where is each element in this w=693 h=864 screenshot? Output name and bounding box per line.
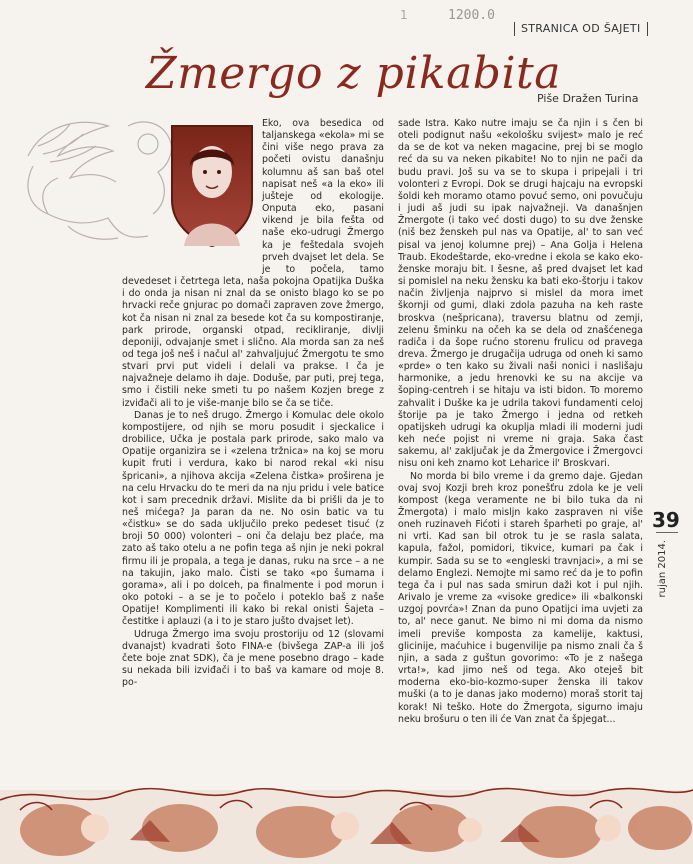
pencil-mark-price: 1200.0 (448, 8, 495, 23)
article-author: Piše Dražen Turina (537, 92, 639, 105)
paragraph: Udruga Žmergo ima svoju prostoriju od 12 (slovami dvanajst) kvadrati šoto FINA-e (bivšega ZAP-a ili još čete boje znat SDK), ča je mene posebno drago – kade su nekada bili izviđači i to baš va kamare od moje 8. po- (122, 628, 384, 689)
image-wrap-space (122, 118, 262, 268)
article-title: Žmergo z pikabita (146, 48, 561, 99)
pencil-mark-left: 1 (400, 8, 408, 22)
paragraph: No morda bi bilo vreme i da gremo daje. Gjedan ovaj svoj Kozji breh kroz ponešťru zdola ke je veli kompost (kega veramente ne bi bilo tuka da ni Žmergota) i malo misljn kako zaspraven ni više oneh ruzinaveh Fićoti i stareh šparheti po graje, al' ni vrti. Kad san bil otrok tu je se rasla salata, kapula, fažol, pomidori, tikvice, kumari pa čak i kumpir. Sada su se to «engleski travnjaci», a mi se delamo Englezi. Nemojte mi samo reć da je to pofin tega ča i pul nas sada smirun daži kot i pul njih. Arivalo je vreme za «visoke gredice» ili «balkonski uzgoj povrća»! Znan da puno Opatijci ima uvjeti za to, al' nece ganut. Ne bimo ni mi doma da nismo imeli previše komposta za kamelije, kaktusi, glicinije, maćuhice i bugenvilije pa nismo znali ča š njin, a sada z guštun govorimo: «To je z našega vrta!», kad jimo neš od tega. Ako oteješ bit moderna eko-bio-kozmo-super ženska ili takov muški (a to je danas jako moderno) moraš storit taj korak! Ni teško. Hote do Žmergota, sigurno imaju neku brošuru o ten ili će Van znat ča špjegat... (398, 470, 643, 725)
header-divider (514, 22, 515, 36)
cherub-ornament-band (0, 770, 693, 864)
paragraph: sade Istra. Kako nutre imaju se ča njin i s čen bi oteli podignut našu «ekološku svijest» malo je reć da se de kot va neken magacine, prej bi se moglo reć da su va neken pikabite! No to njin ne pači da budu pravi. Još su va se to skupa i pripejali i tri volonteri z Evropi. Dok se drugi hajcaju na evropski šoldi keh moramo otamo povuć semo, oni povučuju i judi aš judi su ipak najvažneji. Va današnjen Žmergote (i tako već dosti dugo) to su dve ženske (niš bez ženskeh pul nas va Opatije, al' to san već pisal va jenoj kolumne prej) – Ana Golja i Helena Traub. Ekodeštarde, eko-vredne i ekola se kako eko-ženske moraju bit. I šesne, aš pred dvajset let kad si pomislel na neku žensku ka bati eko-štorju i takov način življenja najprvo si mislel da mora imet škornji od gumi, dlaki zdola pazuha na keh raste broskva (nešpricana), traversu blatnu od zemji, zelenu šminku na očeh ka se dela od znašćenega radiča i da šope rućno storenu frulicu od pravega dreva. Žmergo je drugačija udruga od oneh ki samo «prde» o ten kako su živali naši nonici i naslišaju harmonike, a jedu hrenovki ke su na akcije va šoping-centreh i se hitaju va isti bidon. To moremo zahvalit i Duške ka je udrila takovi fundamenti celoj štorije pa je tako Žmergo i jedna od retkeh opatijskeh udrugi ka okuplja mladi ili moderni judi keh neće pojist ni vreme ni graja. Saka čast sakemu, al' zaključak je da Žmergovice i Žmergovci nisu oni keh znamo kot Leharice il' Broskvari. (398, 118, 643, 470)
header-divider-right (647, 22, 648, 36)
issue-date: rujan 2014. (657, 540, 668, 598)
article-column-left (122, 118, 384, 689)
paragraph: Danas je to neš drugo. Žmergo i Komulac dele okolo kompostijere, od njih se moru posudit i sjeckalice i drobilice, Učka je postala park prirode, sako malo va Opatije organizira se i «zelena tržnica» na koj se moru kupit fruti i verdura, kako bi narod rekal «ki nisu špricani», a njihova akcija «Zelena čistka» proširena je na celu Hrvacku do te meri da na nju pridu i vele batice kot i sam precednik državi. Mislite da bi prišli da je to neš mićega? Ja paran da ne. No osin batic va tu «čistku» se do sada uključilo preko pedeset tisuć (z broji 50 000) volonteri – oni ča delaju bez plaće, ma zato aš tako otelu a ne pofin tega aš njin je neki pokral firmu ili je propala, a tega je danas, ruku na srce – a ne na takujin, jako malo. Čisti se tako «po šumama i gorama», ali i po dolceh, pa finalmente i pod morun i oko potoki – a se je to počelo i poteklo baš z naše Opatije! Komplimenti ili kako bi rekal onisti Šajeta – čestitke i aplauzi (a i to je staro jušto dvajset let). (122, 409, 384, 628)
section-title: STRANICA OD ŠAJETI (521, 22, 641, 35)
paragraph: Eko, ova besedica od taljanskega «ekola» mi se čini više nego prava za početi ovistu današnju kolumnu aš san baš otel napisat neš «a la eko» ili jušteje od ekologije. Onputa eko, pasani vikend je bila fešta od naše eko-udrugi Žmergo ka je feštedala svojeh prveh dvajset let dela. Se je to počela, tamo devedeset i četrtega leta, naša pokojna Opatijka Duška i do onda ja nisan ni znal da se onisto blago ko se po hrvacki reče gnjurac po domači zapraven zove žmergo, kot ča nisan ni znal za besede kot ča su kompostiranje, park prirode, organski otpad, recikliranje, divlji deponiji, odvajanje smet i slično. Ala morda san za neš od tega još neš i načul al' zahvaljujuć Žmergotu te smo stvari prvi put videli i delali va prakse. I ča je najvažneje delamo ih daje. Doduše, par puti, prej tega, smo i čistili neke smeti tu po našem Kozjen brege z izviđači ali to je više-manje bilo se ča se tiče. (122, 118, 384, 409)
article-column-right (398, 118, 643, 726)
page-number-rule (656, 532, 678, 533)
page-number: 39 (652, 508, 680, 532)
section-header (508, 22, 654, 36)
